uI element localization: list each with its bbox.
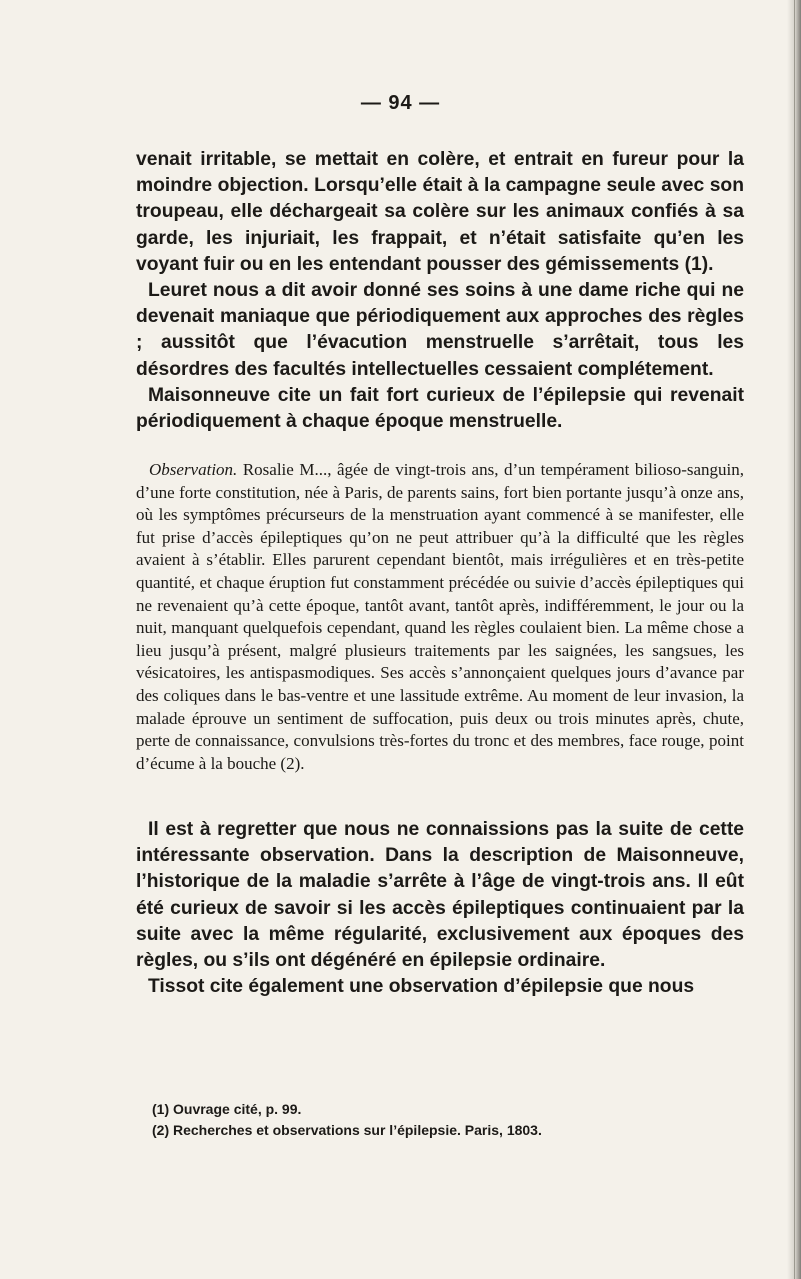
footnote-1: (1) Ouvrage cité, p. 99.: [152, 1101, 302, 1117]
paragraph-regret: Il est à regretter que nous ne connaissions pas la suite de cette intéressante observation. Dans la description de Maisonneuve, l’historique de la maladie s’arrête à l’âge de vingt-trois ans. Il eût été curieux de savoir si les accès épileptiques continuaient par la suite avec la même régularité, exclusivement aux époques des règles, ou s’ils ont dégénéré en épilepsie ordinaire.: [136, 819, 744, 972]
footnote-2: (2) Recherches et observations sur l’épilepsie. Paris, 1803.: [152, 1122, 542, 1138]
paragraph-1: venait irritable, se mettait en colère, et entrait en fureur pour la moindre objection. Lorsqu’elle était à la campagne seule avec son troupeau, elle déchargeait sa colère sur les animaux confiés à sa garde, les injuriait, les frappait, et n’était satisfaite qu’en les voyant fuir ou en les entendant pousser des gémissements (1).: [136, 149, 744, 275]
observation-paragraph: [136, 459, 744, 775]
observation-block: [136, 459, 744, 775]
observation-title: Observation.: [149, 460, 238, 479]
footnotes: [152, 1099, 742, 1141]
paragraph-leuret: Leuret nous a dit avoir donné ses soins à une dame riche qui ne devenait maniaque que périodiquement aux approches des règles ; aussitôt que l’évacution menstruelle s’arrêtait, tous les désordres des facultés intellectuelles cessaient complétement.: [136, 280, 744, 380]
page-number: — 94 —: [360, 92, 441, 114]
observation-body: Rosalie M..., âgée de vingt-trois ans, d’un tempérament bilioso-sanguin, d’une forte constitution, née à Paris, de parents sains, fort bien portante jusqu’à onze ans, où les symptômes précurseurs de la menstruation ayant commencé à se manifester, elle fut prise d’accès épileptiques qu’on ne peut attribuer qu’à la difficulté que les règles avaient à s’établir. Elles parurent cependant bientôt, mais irrégulières et en très-petite quantité, et chaque éruption fut constamment précédée ou suivie d’accès épileptiques qui ne revenaient qu’à cette époque, tantôt avant, tantôt après, indifféremment, le jour ou la nuit, manquant quelquefois cependant, quand les règles coulaient bien. La même chose a lieu jusqu’à présent, malgré plusieurs traitements par les saignées, les sangsues, les vésicatoires, les antispasmodiques. Ses accès s’annonçaient quelques jours d’avance par des coliques dans le bas-ventre et une lassitude extrême. Au moment de leur invasion, la malade éprouve un sentiment de suffocation, puis deux ou trois minutes après, chute, perte de connaissance, convulsions très-fortes du tronc et des membres, face rouge, point d’écume à la bouche (2).: [136, 460, 744, 773]
lower-text-block: [136, 817, 744, 1000]
page-edge-shadow: [787, 0, 801, 1279]
paragraph-tissot: Tissot cite également une observation d’épilepsie que nous: [148, 976, 695, 998]
paragraph-maisonneuve: Maisonneuve cite un fait fort curieux de l’épilepsie qui revenait périodiquement à chaque époque menstruelle.: [136, 384, 744, 433]
upper-text-block: [136, 147, 744, 435]
